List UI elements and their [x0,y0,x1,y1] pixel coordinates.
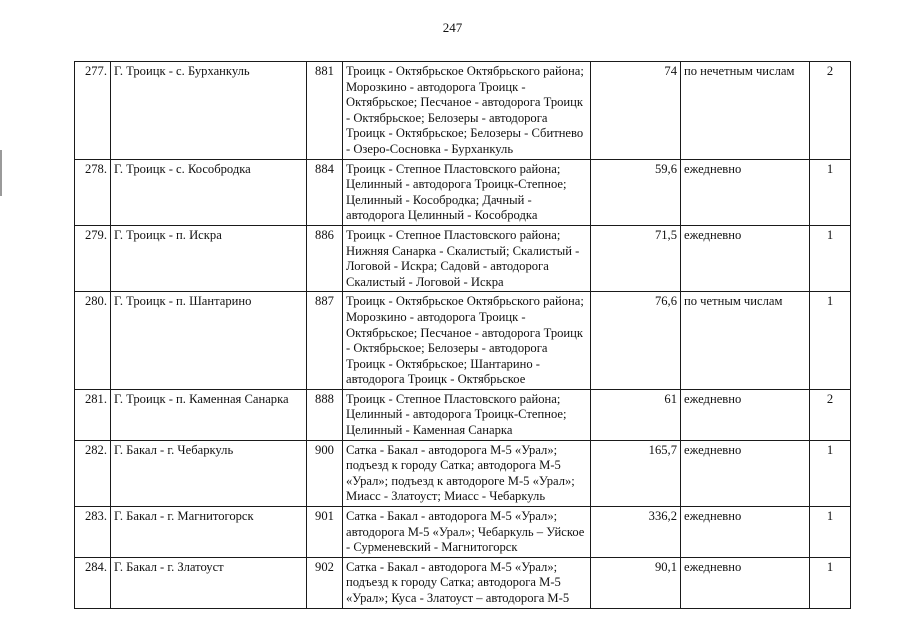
route-schedule: ежедневно [681,440,810,506]
route-path: Троицк - Степное Пластовского района; Целинный - автодорога Троицк-Степное; Целинный - Каменная Санарка [343,389,591,440]
table-row [75,507,851,558]
route-schedule: ежедневно [681,225,810,291]
routes-table [74,61,851,609]
route-count: 2 [810,62,851,160]
route-code: 887 [307,292,343,390]
route-path: Троицк - Октябрьское Октябрьского района; Морозкино - автодорога Троицк - Октябрьское; Песчаное - автодорога Троицк - Октябрьское; Белозеры - автодорога Троицк - Октябрьское; Шантарино - автодорога Троицк - Октябрьское [343,292,591,390]
route-path: Сатка - Бакал - автодорога М-5 «Урал»; подъезд к городу Сатка; автодорога М-5 «Урал»; Куса - Златоуст – автодорога М-5 [343,557,591,608]
table-row [75,440,851,506]
route-length: 59,6 [591,159,681,225]
route-path: Троицк - Степное Пластовского района; Целинный - автодорога Троицк-Степное; Целинный - Кособродка; Дачный - автодорога Целинный - Кособродка [343,159,591,225]
route-name: Г. Троицк - п. Искра [111,225,307,291]
row-number: 277. [75,62,111,160]
route-code: 901 [307,507,343,558]
route-code: 884 [307,159,343,225]
route-count: 2 [810,389,851,440]
table-row [75,225,851,291]
route-schedule: ежедневно [681,507,810,558]
route-schedule: по нечетным числам [681,62,810,160]
route-path: Троицк - Степное Пластовского района; Нижняя Санарка - Скалистый; Скалистый - Логовой - Искра; Садовй - автодорога Скалистый - Логовой - Искра [343,225,591,291]
route-count: 1 [810,507,851,558]
scan-edge-mark [0,150,2,196]
row-number: 283. [75,507,111,558]
route-count: 1 [810,557,851,608]
route-name: Г. Троицк - п. Каменная Санарка [111,389,307,440]
table-row [75,159,851,225]
route-schedule: ежедневно [681,389,810,440]
table-row [75,557,851,608]
route-code: 902 [307,557,343,608]
route-count: 1 [810,292,851,390]
route-code: 886 [307,225,343,291]
route-code: 881 [307,62,343,160]
route-code: 888 [307,389,343,440]
table-row [75,62,851,160]
route-length: 76,6 [591,292,681,390]
row-number: 280. [75,292,111,390]
page-number: 247 [442,20,463,35]
route-schedule: по четным числам [681,292,810,390]
route-name: Г. Троицк - с. Кособродка [111,159,307,225]
row-number: 284. [75,557,111,608]
route-path: Сатка - Бакал - автодорога М-5 «Урал»; подъезд к городу Сатка; автодорога М-5 «Урал»; подъезд к автодороге М-5 «Урал»; Миасс - Златоуст; Миасс - Чебаркуль [343,440,591,506]
route-name: Г. Бакал - г. Чебаркуль [111,440,307,506]
route-count: 1 [810,440,851,506]
row-number: 279. [75,225,111,291]
route-schedule: ежедневно [681,557,810,608]
route-path: Сатка - Бакал - автодорога М-5 «Урал»; автодорога М-5 «Урал»; Чебаркуль – Уйское - Сурменевский - Магнитогорск [343,507,591,558]
row-number: 278. [75,159,111,225]
route-length: 71,5 [591,225,681,291]
route-length: 165,7 [591,440,681,506]
route-path: Троицк - Октябрьское Октябрьского района; Морозкино - автодорога Троицк - Октябрьское; Песчаное - автодорога Троицк - Октябрьское; Белозеры - автодорога Троицк - Октябрьское; Белозеры - Сбитнево - Озеро-Сосновка - Бурханкуль [343,62,591,160]
route-schedule: ежедневно [681,159,810,225]
route-length: 336,2 [591,507,681,558]
row-number: 282. [75,440,111,506]
route-name: Г. Троицк - с. Бурханкуль [111,62,307,160]
route-length: 74 [591,62,681,160]
route-length: 90,1 [591,557,681,608]
table-row [75,292,851,390]
route-count: 1 [810,225,851,291]
route-name: Г. Бакал - г. Златоуст [111,557,307,608]
route-length: 61 [591,389,681,440]
route-name: Г. Бакал - г. Магнитогорск [111,507,307,558]
route-name: Г. Троицк - п. Шантарино [111,292,307,390]
route-code: 900 [307,440,343,506]
table-row [75,389,851,440]
row-number: 281. [75,389,111,440]
route-count: 1 [810,159,851,225]
